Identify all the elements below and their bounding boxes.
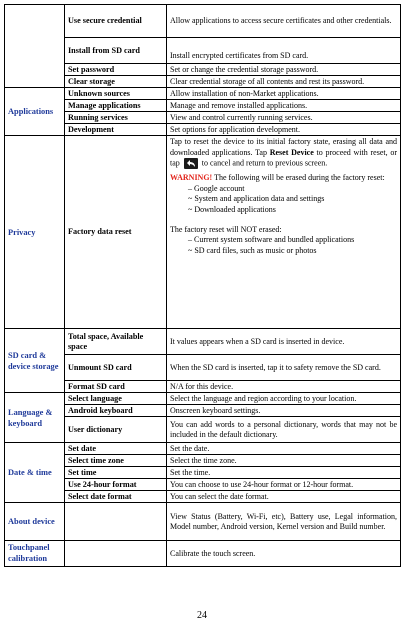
reset-device-keyword: Reset Device — [269, 147, 314, 157]
setting-description: Set options for application development. — [167, 124, 401, 136]
table-row — [5, 393, 401, 405]
table-row — [5, 355, 401, 381]
category-language: Language & keyboard — [5, 393, 65, 443]
category-applications: Applications — [5, 88, 65, 136]
setting-name: Set time — [65, 467, 167, 479]
not-erased-title: The factory reset will NOT erased: — [170, 224, 282, 234]
setting-name: Clear storage — [65, 76, 167, 88]
list-item: – Current system software and bundled applications — [188, 235, 355, 245]
setting-name-blank — [65, 541, 167, 567]
setting-description: You can select the date format. — [167, 491, 401, 503]
setting-description: When the SD card is inserted, tap it to safety remove the SD card. — [167, 355, 401, 381]
setting-description: Set the time. — [167, 467, 401, 479]
setting-name: Set password — [65, 64, 167, 76]
category-privacy: Privacy — [5, 136, 65, 329]
list-item: ~ SD card files, such as music or photos — [188, 245, 317, 255]
table-row — [5, 329, 401, 355]
setting-name: Unmount SD card — [65, 355, 167, 381]
table-row — [5, 88, 401, 100]
setting-name: Unknown sources — [65, 88, 167, 100]
page-number: 24 — [197, 610, 207, 621]
table-row — [5, 417, 401, 443]
warning-text: The following will be erased during the factory reset: — [212, 173, 385, 183]
setting-name: Total space, Available space — [65, 329, 167, 355]
setting-name: Factory data reset — [65, 136, 167, 329]
setting-name: Select time zone — [65, 455, 167, 467]
setting-description: N/A for this device. — [167, 381, 401, 393]
back-icon — [184, 158, 198, 169]
setting-description: Set the date. — [167, 443, 401, 455]
setting-name: Running services — [65, 112, 167, 124]
setting-description: Onscreen keyboard settings. — [167, 405, 401, 417]
table-row — [5, 38, 401, 64]
category-touchpanel: Touchpanel calibration — [5, 541, 65, 567]
setting-name: Development — [65, 124, 167, 136]
setting-name: Select date format — [65, 491, 167, 503]
setting-description: View and control currently running services. — [167, 112, 401, 124]
category-cell-blank — [5, 5, 65, 88]
table-row — [5, 112, 401, 124]
table-row — [5, 76, 401, 88]
setting-description: You can choose to use 24-hour format or 12-hour format. — [167, 479, 401, 491]
setting-description: It values appears when a SD card is inserted in device. — [167, 329, 401, 355]
setting-description: Select the time zone. — [167, 455, 401, 467]
setting-description: Select the language and region according to your location. — [167, 393, 401, 405]
table-row — [5, 479, 401, 491]
setting-name: Manage applications — [65, 100, 167, 112]
table-row — [5, 443, 401, 455]
setting-description: Calibrate the touch screen. — [167, 541, 401, 567]
setting-description: Clear credential storage of all contents and rest its password. — [167, 76, 401, 88]
setting-name: Install from SD card — [65, 38, 167, 64]
factory-reset-description — [167, 136, 401, 329]
category-about: About device — [5, 503, 65, 541]
category-sd-card: SD card & device storage — [5, 329, 65, 393]
table-row — [5, 136, 401, 329]
category-date-time: Date & time — [5, 443, 65, 503]
setting-description: Install encrypted certificates from SD card. — [167, 38, 401, 64]
table-row — [5, 467, 401, 479]
setting-name: Use secure credential — [65, 5, 167, 38]
setting-description: Allow applications to access secure certificates and other credentials. — [167, 5, 401, 38]
setting-description: Allow installation of non-Market applications. — [167, 88, 401, 100]
setting-description: You can add words to a personal dictionary, words that may not be included in the default dictionary. — [167, 417, 401, 443]
table-row — [5, 100, 401, 112]
setting-name: Format SD card — [65, 381, 167, 393]
list-item: – Google account — [188, 183, 245, 193]
table-row — [5, 491, 401, 503]
setting-name: Use 24-hour format — [65, 479, 167, 491]
table-row — [5, 64, 401, 76]
list-item: ~ Downloaded applications — [188, 204, 276, 214]
warning-line — [170, 173, 397, 184]
setting-description: Manage and remove installed applications. — [167, 100, 401, 112]
table-row — [5, 124, 401, 136]
setting-description: View Status (Battery, Wi-Fi, etc), Battery use, Legal information, Model number, Android version, Kernel version and Build number. — [167, 503, 401, 541]
table-row — [5, 5, 401, 38]
setting-name: User dictionary — [65, 417, 167, 443]
settings-table — [4, 4, 401, 567]
setting-name: Select language — [65, 393, 167, 405]
setting-name: Set date — [65, 443, 167, 455]
table-row — [5, 381, 401, 393]
reset-text-3: to cancel and return to previous screen. — [201, 158, 328, 168]
table-row — [5, 455, 401, 467]
table-row — [5, 405, 401, 417]
table-row — [5, 503, 401, 541]
setting-description: Set or change the credential storage password. — [167, 64, 401, 76]
reset-text-1: Tap to reset the device to its initial factory state, erasing all data and downloaded applications. Tap — [170, 137, 397, 157]
table-row — [5, 541, 401, 567]
list-item: ~ System and application data and settings — [188, 194, 325, 204]
setting-name-blank — [65, 503, 167, 541]
reset-text-2: to proceed with reset, or tap — [170, 147, 398, 168]
warning-label: WARNING! — [170, 173, 213, 183]
setting-name: Android keyboard — [65, 405, 167, 417]
